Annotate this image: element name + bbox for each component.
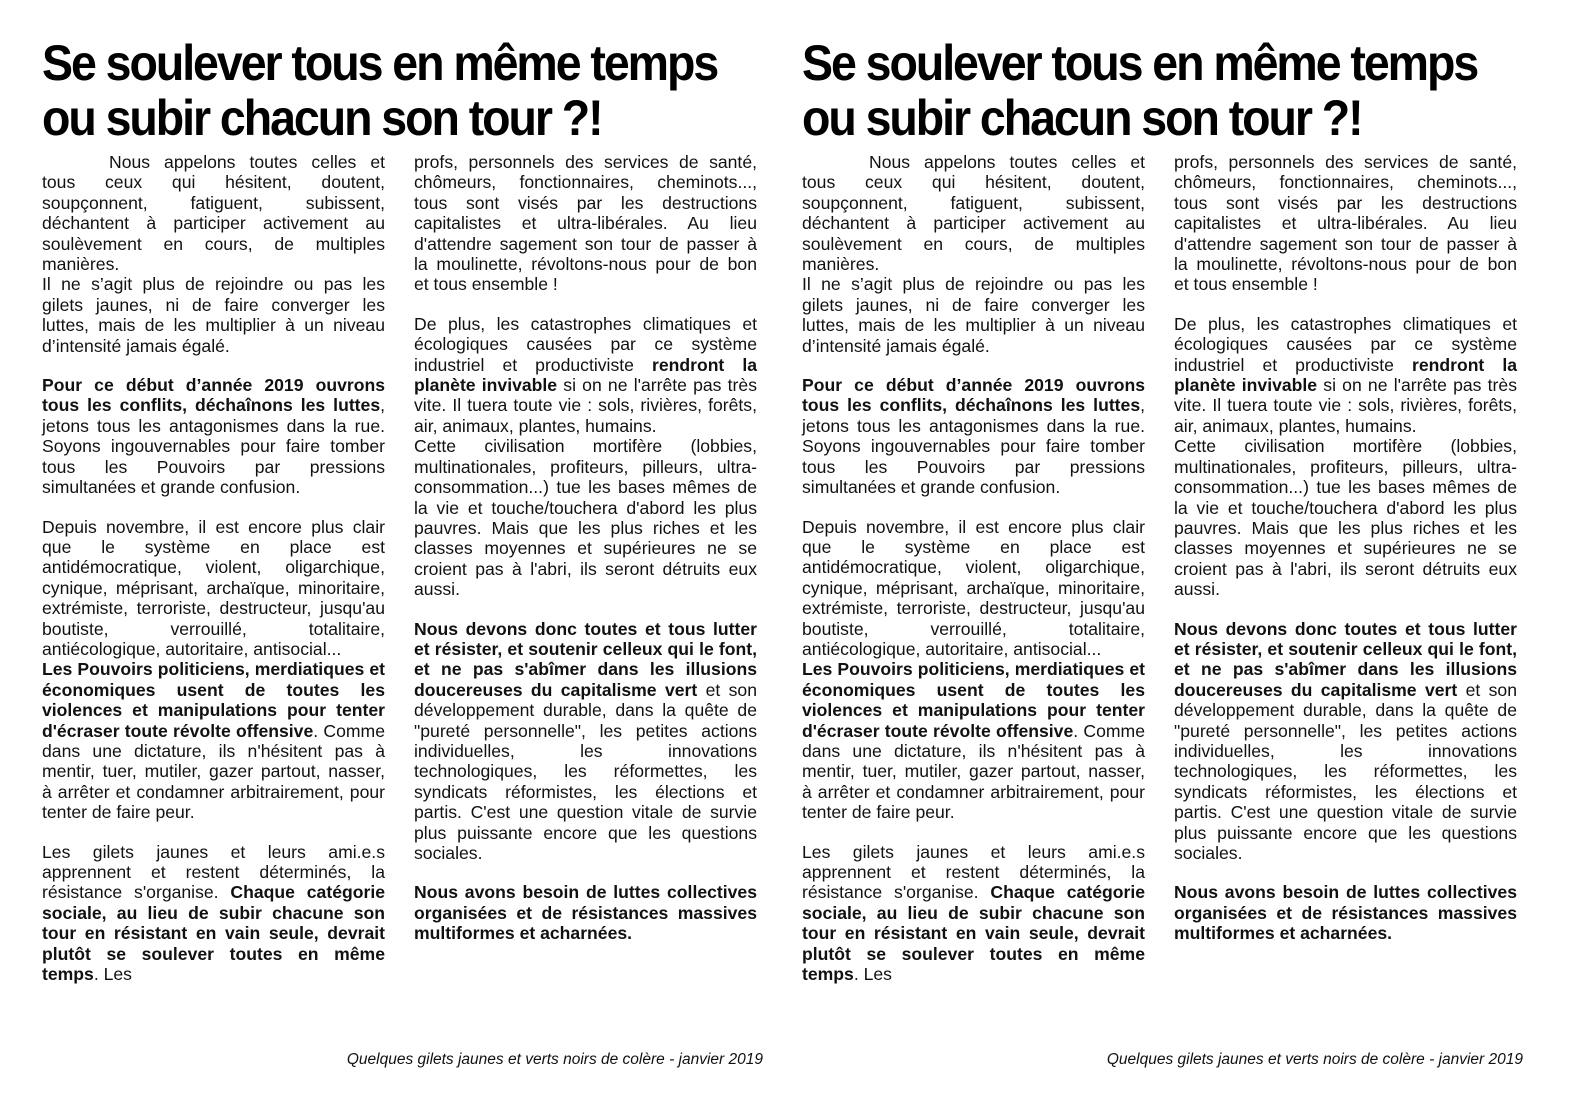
paragraph — [42, 375, 385, 497]
bold-text: Les Pouvoirs politiciens, merdiatiques et économiques usent de toutes les violences et manipulations pour tenter d'écraser toute révolte offensive — [802, 659, 1145, 741]
paragraph: Depuis novembre, il est encore plus clair que le système en place est antidémocratique, violent, oligarchique, cynique, méprisant, archaïque, minoritaire, extrémiste, terroriste, destructeur, jusqu'au boutiste, verrouillé, totalitaire, antiécologique, autoritaire, antisocial... — [802, 516, 1145, 659]
paragraph — [414, 882, 757, 943]
text: Les gilets jaunes et leurs ami.e.s apprennent et restent déterminés, la résistance s'organise. — [802, 841, 1145, 903]
paragraph — [802, 659, 1145, 822]
paragraph: profs, personnels des services de santé, chômeurs, fonctionnaires, cheminots..., tous sont visés par les destructions capitalistes et ultra-libérales. Au lieu d'attendre sagement son tour de passer à la moulinette, révoltons-nous pour de bon et tous ensemble ! — [414, 152, 757, 295]
text: De plus, les catastrophes climatiques et écologiques causées par ce système industriel et productiviste — [414, 313, 757, 375]
title-line-2: ou subir chacun son tour ?! — [802, 90, 1362, 146]
leaflet-right — [802, 0, 1562, 1116]
bold-text: Chaque catégorie sociale, au lieu de subir chacune son tour en résistant en vain seule, devrait plutôt se soulever toutes en même temps — [802, 882, 1145, 985]
bold-text: Nous avons besoin de luttes collectives organisées et de résistances massives multiformes et acharnées. — [414, 882, 757, 944]
paragraph: Depuis novembre, il est encore plus clair que le système en place est antidémocratique, violent, oligarchique, cynique, méprisant, archaïque, minoritaire, extrémiste, terroriste, destructeur, jusqu'au boutiste, verrouillé, totalitaire, antiécologique, autoritaire, antisocial... — [42, 516, 385, 659]
bold-text: Nous devons donc toutes et tous lutter et résister, et soutenir celleux qui le font, et ne pas s'abîmer dans les illusions doucereuses du capitalisme vert — [414, 618, 757, 700]
text-column-2 — [414, 152, 757, 963]
text: De plus, les catastrophes climatiques et écologiques causées par ce système industriel et productiviste — [1174, 313, 1517, 375]
bold-text: Pour ce début d’année 2019 ouvrons tous les conflits, déchaînons les luttes — [802, 375, 1145, 416]
text: , jetons tous les antagonismes dans la rue. Soyons ingouvernables pour faire tomber tous les Pouvoirs par pressions simultanées et grande confusion. — [802, 395, 1145, 498]
bold-text: Pour ce début d’année 2019 ouvrons tous les conflits, déchaînons les luttes — [42, 375, 385, 416]
text: si on ne l'arrête pas très vite. Il tuera toute vie : sols, rivières, forêts, air, animaux, plantes, humains. — [414, 375, 757, 436]
text: Les gilets jaunes et leurs ami.e.s apprennent et restent déterminés, la résistance s'organise. — [42, 841, 385, 903]
text: et son développement durable, dans la quête de "pureté personnelle", les petites actions individuelles, les innovations technologiques, les réformettes, les syndicats réformistes, les élections et partis. C'est une question vitale de survie plus puissante encore que les questions sociales. — [1174, 679, 1517, 863]
text: si on ne l'arrête pas très vite. Il tuera toute vie : sols, rivières, forêts, air, animaux, plantes, humains. — [1174, 375, 1517, 436]
title-line-1: Se soulever tous en même temps — [42, 35, 718, 91]
bold-text: rendront la planète invivable — [1174, 354, 1518, 396]
text: , jetons tous les antagonismes dans la rue. Soyons ingouvernables pour faire tomber tous les Pouvoirs par pressions simultanées et grande confusion. — [42, 395, 385, 498]
text: . Les — [93, 964, 132, 985]
paragraph: Nous appelons toutes celles et tous ceux qui hésitent, doutent, soupçonnent, fatiguent, subissent, déchantent à participer activement au soulèvement en cours, de multiples manières. — [42, 152, 385, 275]
title-line-1: Se soulever tous en même temps — [802, 35, 1478, 91]
paragraph — [802, 375, 1145, 497]
leaflet-title — [802, 36, 1490, 146]
bold-text: Nous avons besoin de luttes collectives organisées et de résistances massives multiformes et acharnées. — [1174, 882, 1517, 944]
bold-text: rendront la planète invivable — [414, 354, 758, 396]
text: . Les — [853, 964, 892, 985]
bold-text: Les Pouvoirs politiciens, merdiatiques et économiques usent de toutes les violences et manipulations pour tenter d'écraser toute révolte offensive — [42, 659, 385, 741]
paragraph: Nous appelons toutes celles et tous ceux qui hésitent, doutent, soupçonnent, fatiguent, subissent, déchantent à participer activement au soulèvement en cours, de multiples manières. — [802, 152, 1145, 275]
text: . Comme dans une dictature, ils n'hésitent pas à mentir, tuer, mutiler, gazer partout, nasser, à arrêter et condamner arbitrairement, pour tenter de faire peur. — [802, 720, 1145, 823]
paragraph: Cette civilisation mortifère (lobbies, multinationales, profiteurs, pilleurs, ultra-consommation...) tue les bases mêmes de la vie et touche/touchera d'abord les plus pauvres. Mais que les plus riches et les classes moyennes et supérieures ne se croient pas à l'abri, ils seront détruits eux aussi. — [414, 436, 757, 600]
paragraph — [414, 619, 757, 864]
paragraph — [1174, 619, 1517, 864]
bold-text: Nous devons donc toutes et tous lutter et résister, et soutenir celleux qui le font, et ne pas s'abîmer dans les illusions doucereuses du capitalisme vert — [1174, 618, 1517, 700]
text: . Comme dans une dictature, ils n'hésitent pas à mentir, tuer, mutiler, gazer partout, nasser, à arrêter et condamner arbitrairement, pour tenter de faire peur. — [42, 720, 385, 823]
paragraph: Il ne s’agit plus de rejoindre ou pas les gilets jaunes, ni de faire converger les luttes, mais de les multiplier à un niveau d’intensité jamais égalé. — [802, 274, 1145, 356]
paragraph — [802, 842, 1145, 985]
text-column-1 — [802, 152, 1145, 1003]
text-column-1 — [42, 152, 385, 1003]
leaflet-left — [42, 0, 802, 1116]
paragraph — [42, 659, 385, 822]
paragraph: Cette civilisation mortifère (lobbies, multinationales, profiteurs, pilleurs, ultra-consommation...) tue les bases mêmes de la vie et touche/touchera d'abord les plus pauvres. Mais que les plus riches et les classes moyennes et supérieures ne se croient pas à l'abri, ils seront détruits eux aussi. — [1174, 436, 1517, 600]
text-column-2 — [1174, 152, 1517, 963]
paragraph — [1174, 882, 1517, 943]
bold-text: Chaque catégorie sociale, au lieu de subir chacune son tour en résistant en vain seule, devrait plutôt se soulever toutes en même temps — [42, 882, 385, 985]
leaflet-title — [42, 36, 730, 146]
paragraph: profs, personnels des services de santé, chômeurs, fonctionnaires, cheminots..., tous sont visés par les destructions capitalistes et ultra-libérales. Au lieu d'attendre sagement son tour de passer à la moulinette, révoltons-nous pour de bon et tous ensemble ! — [1174, 152, 1517, 295]
signature: Quelques gilets jaunes et verts noirs de colère - janvier 2019 — [1106, 1051, 1523, 1068]
text: et son développement durable, dans la quête de "pureté personnelle", les petites actions individuelles, les innovations technologiques, les réformettes, les syndicats réformistes, les élections et partis. C'est une question vitale de survie plus puissante encore que les questions sociales. — [414, 679, 757, 863]
signature: Quelques gilets jaunes et verts noirs de colère - janvier 2019 — [346, 1051, 763, 1068]
title-line-2: ou subir chacun son tour ?! — [42, 90, 602, 146]
paragraph — [42, 842, 385, 985]
paragraph: Il ne s’agit plus de rejoindre ou pas les gilets jaunes, ni de faire converger les luttes, mais de les multiplier à un niveau d’intensité jamais égalé. — [42, 274, 385, 356]
paragraph — [414, 314, 757, 436]
paragraph — [1174, 314, 1517, 436]
